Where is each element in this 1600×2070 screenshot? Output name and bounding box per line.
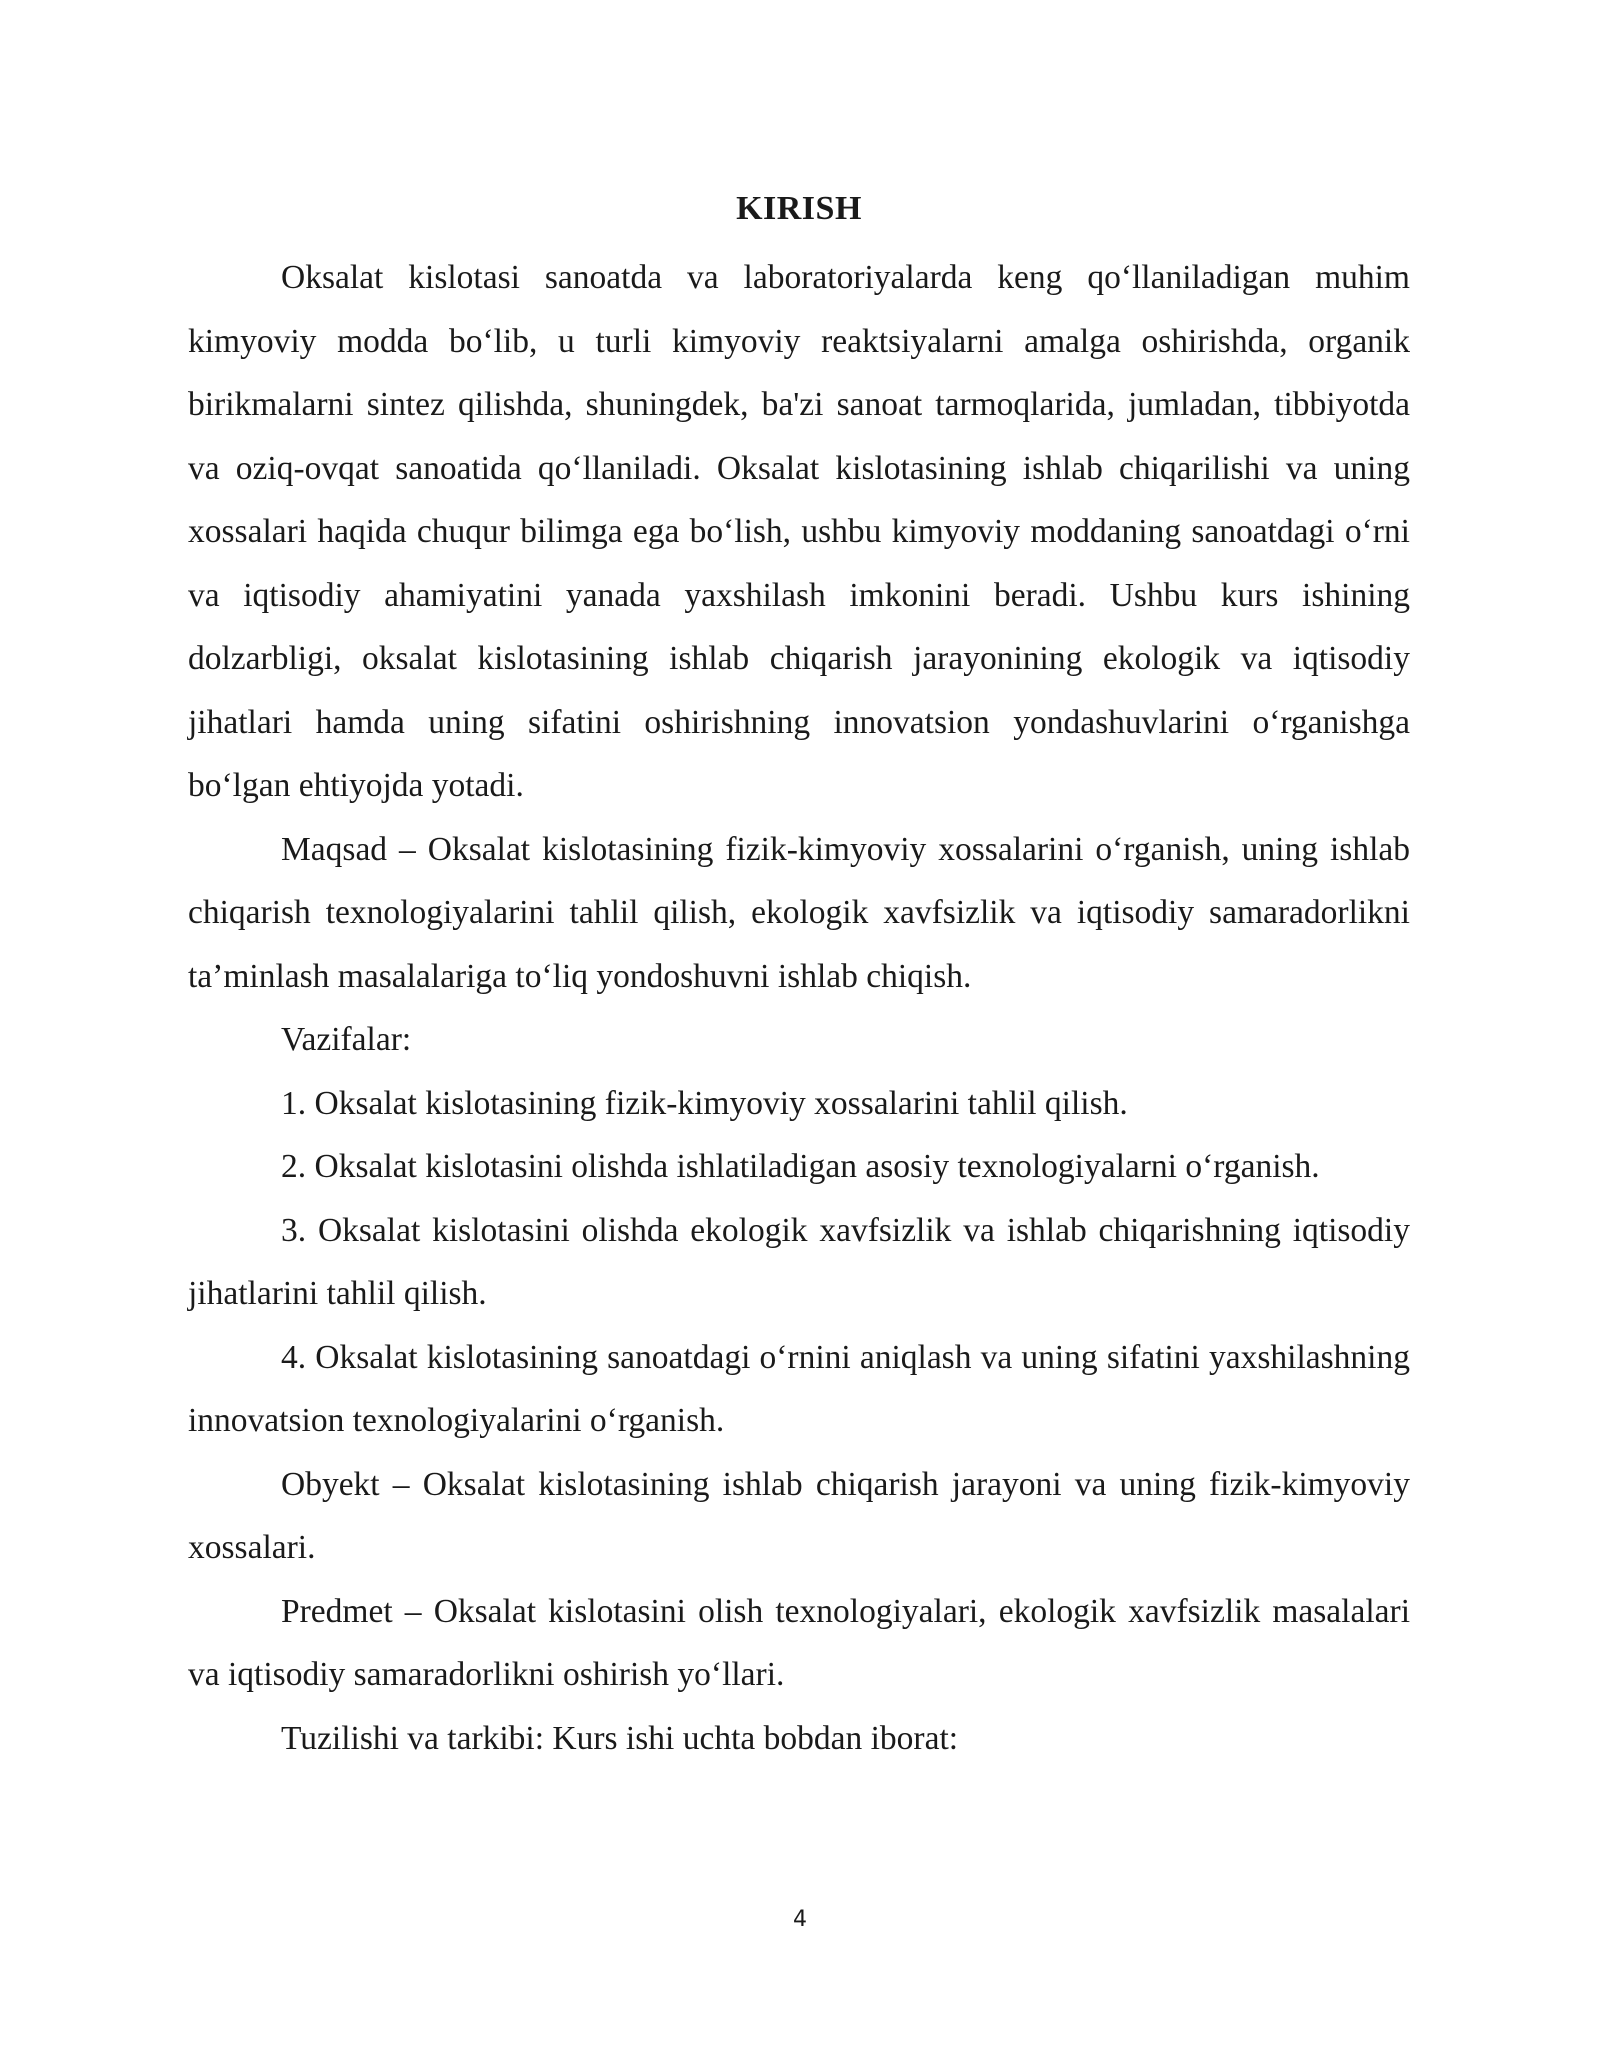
- paragraph-subject: Predmet – Oksalat kislotasini olish texnologiyalari, ekologik xavfsizlik masalalari va iqtisodiy samaradorlikni oshirish yo‘llari.: [188, 1592, 1410, 1693]
- task-item-1: 1. Oksalat kislotasining fizik-kimyoviy xossalarini tahlil qilish.: [281, 1084, 1128, 1122]
- paragraph-structure: Tuzilishi va tarkibi: Kurs ishi uchta bobdan iborat:: [281, 1719, 959, 1757]
- task-item-2: 2. Oksalat kislotasini olishda ishlatiladigan asosiy texnologiyalarni o‘rganish.: [281, 1148, 1320, 1185]
- paragraph-introduction: Oksalat kislotasi sanoatda va laboratoriyalarda keng qo‘llaniladigan muhim kimyoviy modda bo‘lib, u turli kimyoviy reaktsiyalarni amalga oshirishda, organik birikmalarni sintez qilishda, shuningdek, ba'zi sanoat tarmoqlarida, jumladan, tibbiyotda va oziq-ovqat sanoatida qo‘llaniladi. Oksalat kislotasining ishlab chiqarilishi va uning xossalari haqida chuqur bilimga ega bo‘lish, ushbu kimyoviy moddaning sanoatdagi o‘rni va iqtisodiy ahamiyatini yanada yaxshilash imkonini beradi. Ushbu kurs ishining dolzarbligi, oksalat kislotasining ishlab chiqarish jarayonining ekologik va iqtisodiy jihatlari hamda uning sifatini oshirishning innovatsion yondashuvlarini o‘rganishga bo‘lgan ehtiyojda yotadi.: [188, 259, 1410, 804]
- paragraph-tasks-heading: Vazifalar:: [281, 1021, 412, 1058]
- paragraph-object: Obyekt – Oksalat kislotasining ishlab chiqarish jarayoni va uning fizik-kimyoviy xossalari.: [188, 1465, 1410, 1566]
- paragraph-goal: Maqsad – Oksalat kislotasining fizik-kimyoviy xossalarini o‘rganish, uning ishlab chiqarish texnologiyalarini tahlil qilish, ekologik xavfsizlik va iqtisodiy samaradorlikni ta’minlash masalalariga to‘liq yondoshuvni ishlab chiqish.: [188, 830, 1410, 995]
- task-item-3: 3. Oksalat kislotasini olishda ekologik xavfsizlik va ishlab chiqarishning iqtisodiy jihatlarini tahlil qilish.: [188, 1211, 1410, 1312]
- task-item-4: 4. Oksalat kislotasining sanoatdagi o‘rnini aniqlash va uning sifatini yaxshilashning innovatsion texnologiyalarini o‘rganish.: [188, 1338, 1410, 1439]
- page-number: 4: [793, 1907, 807, 1932]
- document-page: [188, 185, 1410, 1770]
- section-title: KIRISH: [736, 190, 862, 227]
